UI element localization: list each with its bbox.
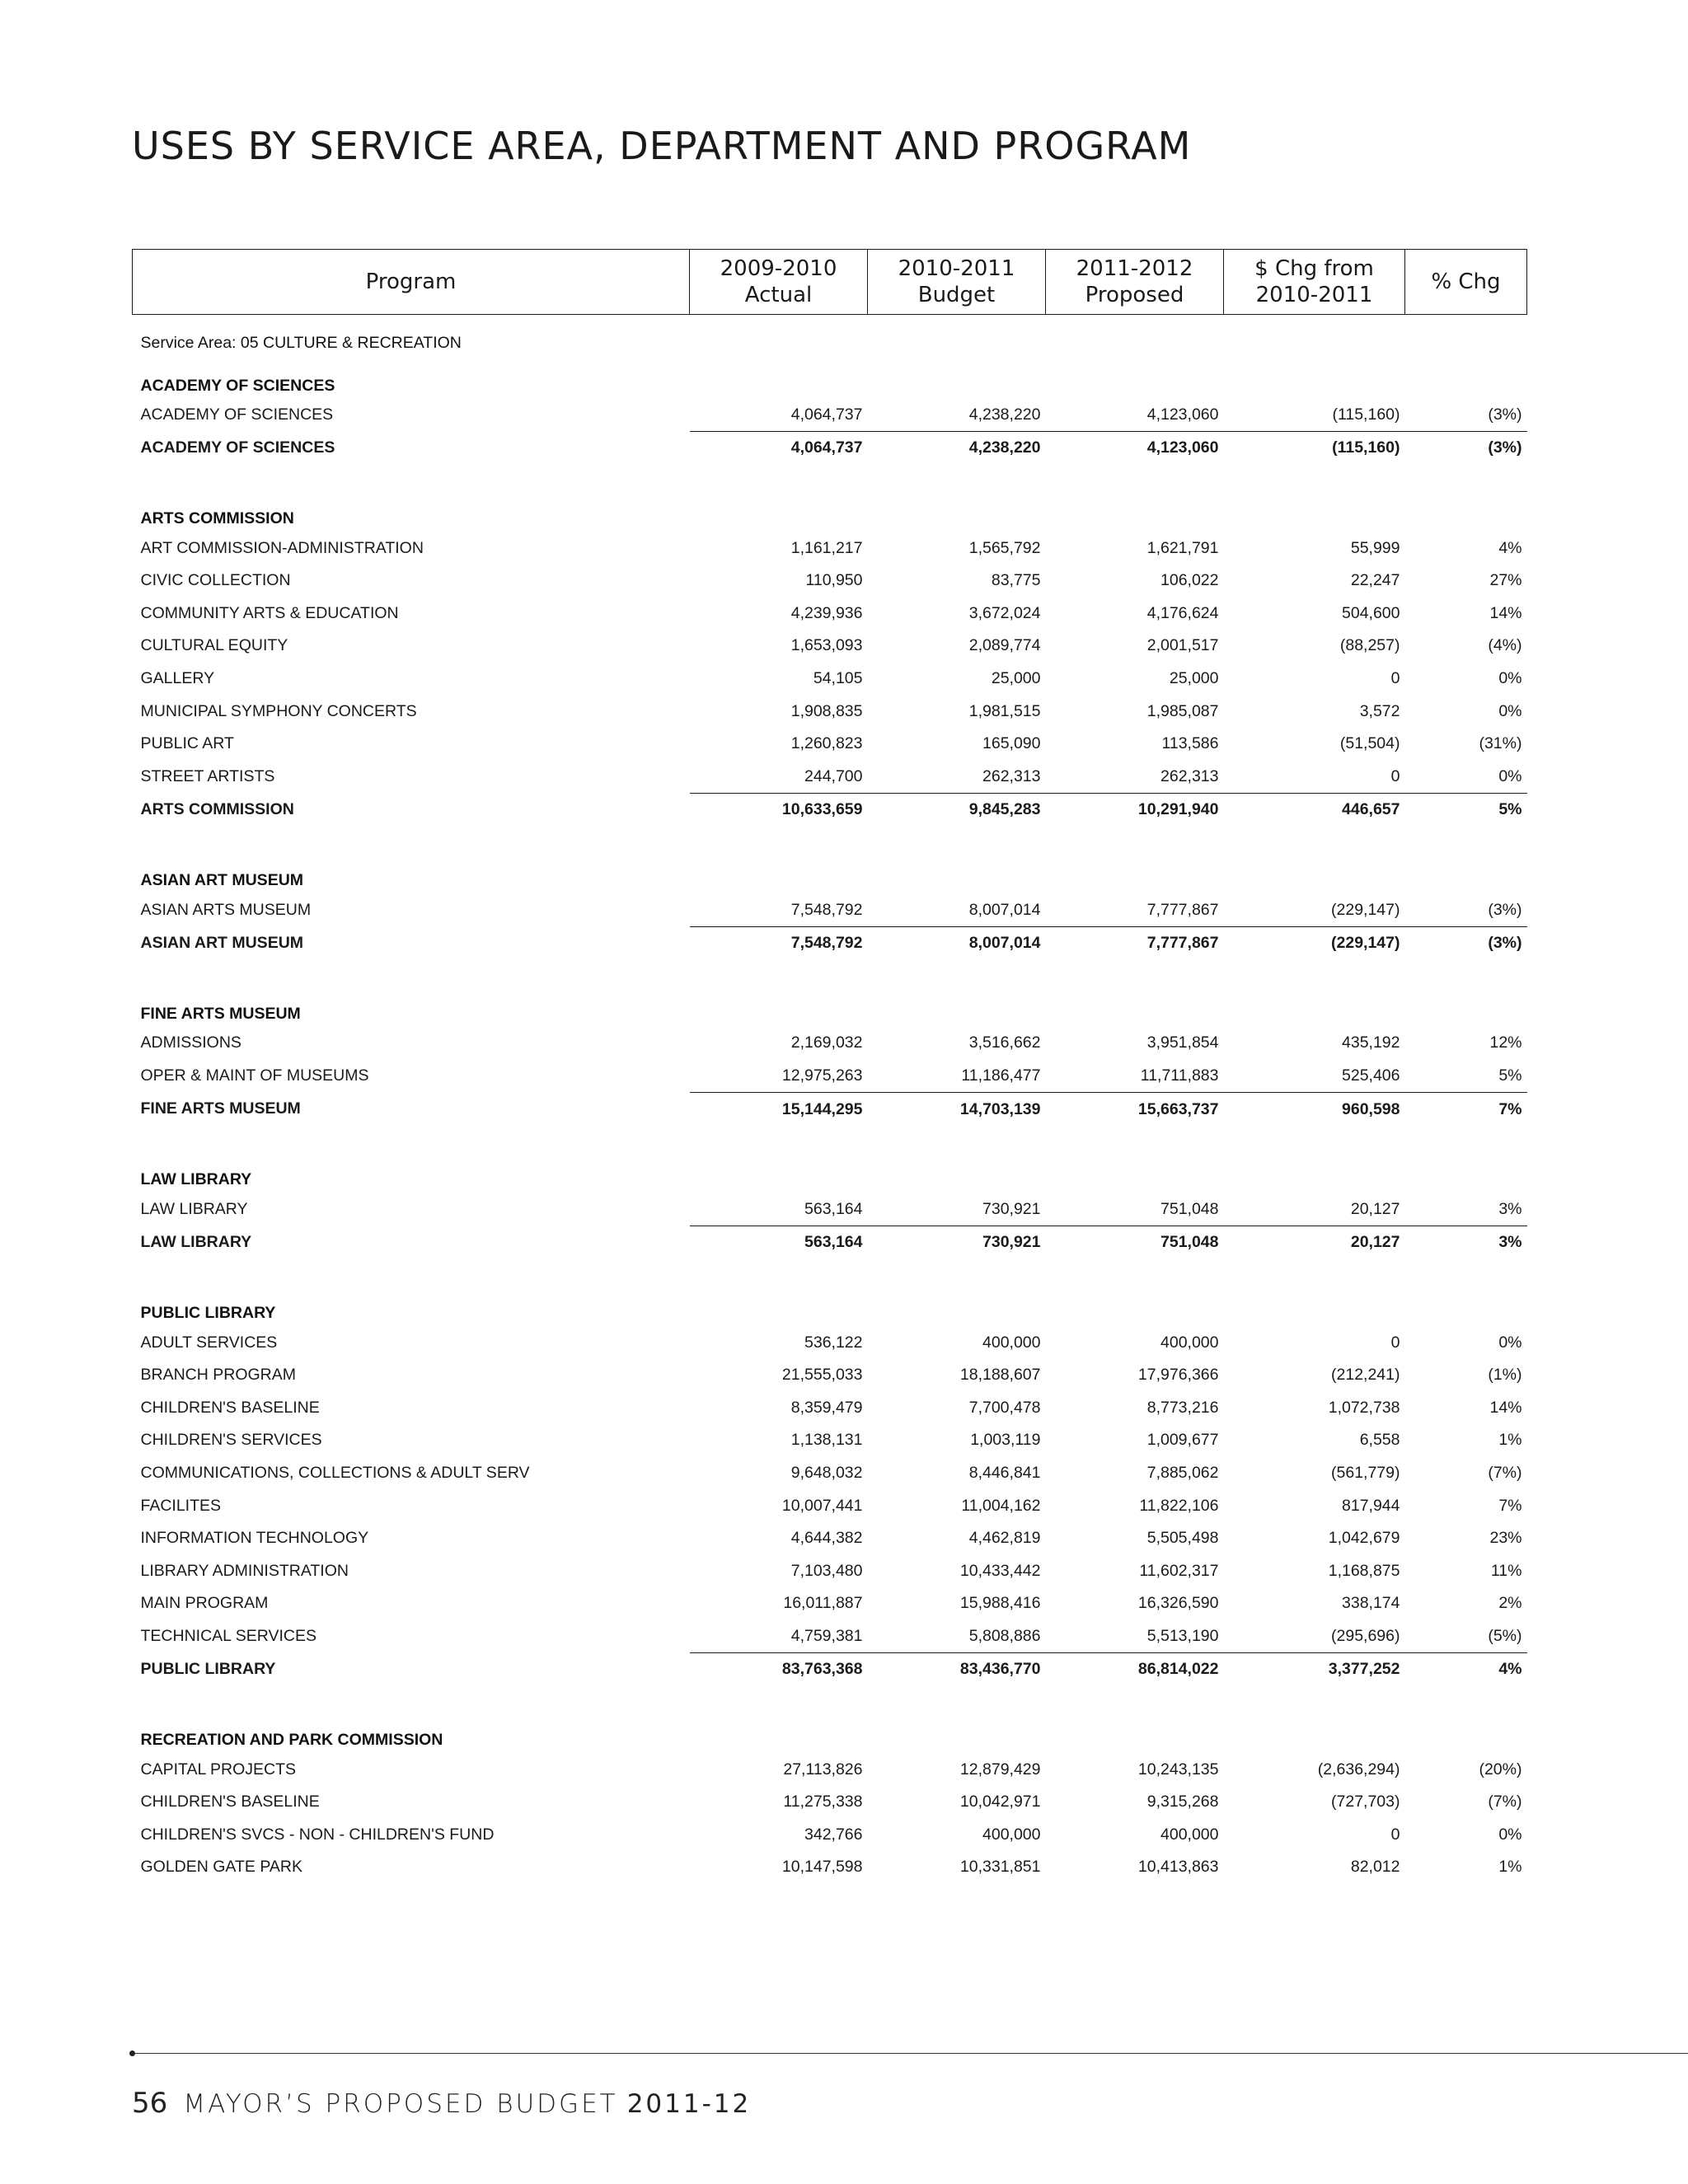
table-row: [133, 1554, 1527, 1587]
table-row: [133, 1819, 1527, 1852]
cell-actual-2009-2010: 536,122: [804, 1333, 863, 1352]
cell-dollar-change: (115,160): [1332, 405, 1400, 424]
cell-budget-2010-2011: 400,000: [982, 1333, 1041, 1352]
cell-proposed-2011-2012: 1,621,791: [1146, 538, 1219, 557]
cell-actual-2009-2010: 1,260,823: [790, 734, 863, 753]
department-name: ARTS COMMISSION: [140, 509, 294, 528]
cell-budget-2010-2011: 7,700,478: [968, 1398, 1041, 1417]
table-row: [133, 1027, 1527, 1060]
subtotal-percent-change: (3%): [1405, 926, 1527, 959]
cell-program: LAW LIBRARY: [140, 1200, 248, 1219]
cell-program: ART COMMISSION-ADMINISTRATION: [140, 538, 424, 557]
table-row: [133, 1457, 1527, 1490]
cell-budget-2010-2011: 8,007,014: [968, 900, 1041, 919]
department-name: ACADEMY OF SCIENCES: [140, 376, 335, 395]
cell-program: ADULT SERVICES: [140, 1333, 278, 1352]
subtotal-proposed-2011-2012: 7,777,867: [1046, 926, 1224, 959]
table-row: [133, 630, 1527, 663]
department-subtotal-row: [133, 1653, 1527, 1686]
footer-title: MAYOR’S PROPOSED BUDGET: [183, 2089, 618, 2119]
cell-budget-2010-2011: 1,981,515: [968, 701, 1041, 720]
section-spacer: [133, 960, 1527, 991]
cell-proposed-2011-2012: 1,009,677: [1146, 1431, 1219, 1450]
cell-actual-2009-2010: 2,169,032: [790, 1033, 863, 1052]
cell-proposed-2011-2012: 3,951,854: [1146, 1033, 1219, 1052]
cell-percent-change: 3%: [1498, 1199, 1522, 1218]
table-row: [133, 1753, 1527, 1786]
cell-actual-2009-2010: 21,555,033: [781, 1366, 863, 1385]
table-row: [133, 1391, 1527, 1424]
cell-percent-change: (31%): [1479, 734, 1522, 753]
cell-percent-change: 23%: [1489, 1529, 1522, 1548]
cell-dollar-change: 0: [1390, 766, 1400, 785]
header-actual: 2009-2010 Actual: [690, 250, 868, 315]
subtotal-actual-2009-2010: 10,633,659: [690, 794, 868, 827]
cell-actual-2009-2010: 12,975,263: [781, 1066, 863, 1085]
subtotal-proposed-2011-2012: 4,123,060: [1046, 432, 1224, 465]
subtotal-program: ARTS COMMISSION: [140, 800, 294, 819]
section-spacer: [133, 1259, 1527, 1291]
header-dollar-change: $ Chg from 2010-2011: [1224, 250, 1405, 315]
cell-percent-change: 11%: [1490, 1561, 1522, 1580]
department-subtotal-row: [133, 794, 1527, 827]
cell-budget-2010-2011: 4,238,220: [968, 405, 1041, 424]
cell-budget-2010-2011: 8,446,841: [968, 1463, 1041, 1482]
table-row: [133, 695, 1527, 728]
cell-actual-2009-2010: 1,908,835: [790, 701, 863, 720]
cell-actual-2009-2010: 9,648,032: [790, 1463, 863, 1482]
cell-percent-change: (1%): [1488, 1366, 1522, 1385]
cell-actual-2009-2010: 4,759,381: [790, 1626, 863, 1645]
subtotal-program: LAW LIBRARY: [140, 1233, 252, 1252]
cell-dollar-change: 817,944: [1342, 1496, 1400, 1515]
cell-proposed-2011-2012: 10,413,863: [1137, 1858, 1219, 1877]
cell-budget-2010-2011: 25,000: [991, 669, 1041, 688]
table-row: [133, 399, 1527, 432]
subtotal-actual-2009-2010: 563,164: [690, 1226, 868, 1259]
cell-actual-2009-2010: 563,164: [804, 1199, 863, 1218]
cell-proposed-2011-2012: 11,602,317: [1139, 1561, 1219, 1580]
table-row: [133, 1326, 1527, 1359]
table-row: [133, 1851, 1527, 1884]
header-percent-change: % Chg: [1405, 250, 1527, 315]
cell-program: CULTURAL EQUITY: [140, 636, 288, 655]
department-subtotal-row: [133, 1226, 1527, 1259]
cell-program: COMMUNITY ARTS & EDUCATION: [140, 603, 399, 622]
subtotal-proposed-2011-2012: 15,663,737: [1046, 1093, 1224, 1126]
header-budget: 2010-2011 Budget: [868, 250, 1046, 315]
cell-percent-change: (4%): [1488, 636, 1522, 655]
cell-program: CHILDREN'S SERVICES: [140, 1431, 322, 1450]
cell-program: OPER & MAINT OF MUSEUMS: [140, 1066, 369, 1085]
cell-proposed-2011-2012: 751,048: [1160, 1199, 1219, 1218]
table-row: [133, 1587, 1527, 1620]
cell-percent-change: 0%: [1498, 701, 1522, 720]
cell-actual-2009-2010: 110,950: [805, 571, 863, 590]
cell-program: ADMISSIONS: [140, 1033, 241, 1052]
cell-budget-2010-2011: 5,808,886: [968, 1626, 1041, 1645]
page-footer: [132, 2087, 751, 2120]
cell-actual-2009-2010: 4,239,936: [790, 603, 863, 622]
cell-proposed-2011-2012: 7,885,062: [1146, 1463, 1219, 1482]
subtotal-dollar-change: 3,377,252: [1224, 1653, 1405, 1686]
cell-budget-2010-2011: 400,000: [982, 1825, 1041, 1844]
table-row: [133, 728, 1527, 761]
subtotal-dollar-change: 20,127: [1224, 1226, 1405, 1259]
table-row: [133, 1786, 1527, 1819]
cell-proposed-2011-2012: 2,001,517: [1146, 636, 1219, 655]
cell-percent-change: 0%: [1498, 766, 1522, 785]
subtotal-budget-2010-2011: 4,238,220: [868, 432, 1046, 465]
cell-budget-2010-2011: 3,672,024: [968, 603, 1041, 622]
subtotal-proposed-2011-2012: 86,814,022: [1046, 1653, 1224, 1686]
spacer-cell: [133, 1686, 1527, 1718]
cell-percent-change: 2%: [1498, 1594, 1522, 1613]
cell-proposed-2011-2012: 4,123,060: [1146, 405, 1219, 424]
cell-dollar-change: 338,174: [1342, 1594, 1400, 1613]
footer-year: 2011-12: [626, 2089, 752, 2119]
cell-percent-change: 5%: [1498, 1066, 1522, 1085]
cell-dollar-change: 1,042,679: [1328, 1529, 1400, 1548]
section-spacer: [133, 1126, 1527, 1157]
cell-proposed-2011-2012: 16,326,590: [1137, 1594, 1219, 1613]
cell-actual-2009-2010: 54,105: [813, 669, 863, 688]
header-proposed: 2011-2012 Proposed: [1046, 250, 1224, 315]
cell-dollar-change: 1,168,875: [1328, 1561, 1400, 1580]
cell-percent-change: 1%: [1498, 1858, 1522, 1877]
cell-dollar-change: 6,558: [1359, 1431, 1400, 1450]
budget-table: [132, 249, 1527, 1884]
cell-budget-2010-2011: 11,004,162: [961, 1496, 1041, 1515]
cell-dollar-change: 20,127: [1350, 1199, 1400, 1218]
subtotal-program: ASIAN ART MUSEUM: [140, 933, 304, 952]
subtotal-dollar-change: 960,598: [1224, 1093, 1405, 1126]
department-name: ASIAN ART MUSEUM: [140, 871, 304, 890]
department-name: LAW LIBRARY: [140, 1170, 252, 1189]
cell-program: CHILDREN'S BASELINE: [140, 1793, 320, 1811]
cell-percent-change: (5%): [1488, 1626, 1522, 1645]
department-subtotal-row: [133, 926, 1527, 959]
cell-percent-change: 1%: [1498, 1431, 1522, 1450]
department-heading: [133, 363, 1527, 399]
cell-dollar-change: 82,012: [1350, 1858, 1400, 1877]
table-row: [133, 1620, 1527, 1653]
department-name: RECREATION AND PARK COMMISSION: [140, 1731, 443, 1750]
department-heading: [133, 496, 1527, 532]
cell-program: CAPITAL PROJECTS: [140, 1760, 297, 1779]
department-name: PUBLIC LIBRARY: [140, 1304, 276, 1323]
cell-program: GOLDEN GATE PARK: [140, 1858, 302, 1877]
cell-actual-2009-2010: 1,161,217: [790, 538, 863, 557]
cell-proposed-2011-2012: 9,315,268: [1146, 1793, 1219, 1811]
cell-dollar-change: 0: [1390, 1825, 1400, 1844]
cell-proposed-2011-2012: 25,000: [1169, 669, 1219, 688]
department-heading: [133, 991, 1527, 1028]
subtotal-actual-2009-2010: 15,144,295: [690, 1093, 868, 1126]
cell-percent-change: 4%: [1498, 538, 1522, 557]
spacer-cell: [133, 1259, 1527, 1291]
cell-percent-change: 0%: [1498, 1333, 1522, 1352]
spacer-cell: [133, 1126, 1527, 1157]
cell-dollar-change: 22,247: [1350, 571, 1400, 590]
cell-proposed-2011-2012: 7,777,867: [1146, 900, 1219, 919]
table-row: [133, 598, 1527, 630]
cell-proposed-2011-2012: 4,176,624: [1146, 603, 1219, 622]
department-heading: [133, 1718, 1527, 1754]
cell-dollar-change: (51,504): [1339, 734, 1400, 753]
cell-program: LIBRARY ADMINISTRATION: [140, 1561, 349, 1580]
cell-budget-2010-2011: 12,879,429: [959, 1760, 1041, 1779]
section-spacer: [133, 1686, 1527, 1718]
cell-dollar-change: (727,703): [1331, 1793, 1400, 1811]
cell-program: ACADEMY OF SCIENCES: [140, 405, 334, 424]
cell-percent-change: (3%): [1488, 405, 1522, 424]
cell-budget-2010-2011: 10,042,971: [959, 1793, 1041, 1811]
department-heading: [133, 1291, 1527, 1327]
subtotal-proposed-2011-2012: 10,291,940: [1046, 794, 1224, 827]
cell-program: BRANCH PROGRAM: [140, 1366, 297, 1385]
cell-dollar-change: 3,572: [1359, 701, 1400, 720]
table-row: [133, 1193, 1527, 1226]
subtotal-budget-2010-2011: 14,703,139: [868, 1093, 1046, 1126]
cell-proposed-2011-2012: 11,822,106: [1139, 1496, 1219, 1515]
cell-budget-2010-2011: 3,516,662: [968, 1033, 1041, 1052]
cell-actual-2009-2010: 16,011,887: [783, 1594, 863, 1613]
cell-budget-2010-2011: 11,186,477: [961, 1066, 1041, 1085]
cell-actual-2009-2010: 7,548,792: [790, 900, 863, 919]
cell-actual-2009-2010: 4,644,382: [790, 1529, 863, 1548]
cell-budget-2010-2011: 18,188,607: [959, 1366, 1041, 1385]
cell-dollar-change: (561,779): [1331, 1463, 1400, 1482]
cell-program: STREET ARTISTS: [140, 767, 275, 786]
spacer-cell: [133, 827, 1527, 858]
page-title: USES BY SERVICE AREA, DEPARTMENT AND PROGRAM: [132, 124, 1192, 168]
spacer-cell: [133, 465, 1527, 496]
table-row: [133, 893, 1527, 926]
department-heading: [133, 858, 1527, 894]
subtotal-budget-2010-2011: 730,921: [868, 1226, 1046, 1259]
subtotal-percent-change: (3%): [1405, 432, 1527, 465]
subtotal-percent-change: 3%: [1405, 1226, 1527, 1259]
subtotal-program: FINE ARTS MUSEUM: [140, 1099, 301, 1118]
cell-percent-change: (20%): [1479, 1760, 1522, 1779]
footer-rule: [132, 2053, 1688, 2054]
cell-proposed-2011-2012: 8,773,216: [1146, 1398, 1219, 1417]
cell-dollar-change: 525,406: [1342, 1066, 1400, 1085]
cell-percent-change: 0%: [1498, 669, 1522, 688]
table-row: [133, 1522, 1527, 1555]
cell-budget-2010-2011: 165,090: [982, 734, 1041, 753]
cell-dollar-change: (295,696): [1331, 1626, 1400, 1645]
cell-program: FACILITES: [140, 1496, 222, 1515]
cell-actual-2009-2010: 7,103,480: [790, 1561, 863, 1580]
cell-budget-2010-2011: 730,921: [982, 1199, 1041, 1218]
cell-budget-2010-2011: 4,462,819: [968, 1529, 1041, 1548]
cell-program: GALLERY: [140, 669, 215, 688]
cell-percent-change: 7%: [1498, 1496, 1522, 1515]
cell-dollar-change: (2,636,294): [1317, 1760, 1400, 1779]
cell-actual-2009-2010: 342,766: [804, 1825, 863, 1844]
subtotal-budget-2010-2011: 83,436,770: [868, 1653, 1046, 1686]
table-row: [133, 532, 1527, 565]
cell-budget-2010-2011: 10,331,851: [959, 1858, 1041, 1877]
subtotal-dollar-change: 446,657: [1224, 794, 1405, 827]
cell-proposed-2011-2012: 1,985,087: [1146, 701, 1219, 720]
cell-budget-2010-2011: 1,565,792: [968, 538, 1041, 557]
cell-proposed-2011-2012: 400,000: [1160, 1333, 1219, 1352]
cell-dollar-change: 55,999: [1350, 538, 1400, 557]
cell-dollar-change: 0: [1390, 1333, 1400, 1352]
cell-proposed-2011-2012: 11,711,883: [1140, 1066, 1219, 1085]
cell-dollar-change: 504,600: [1342, 603, 1400, 622]
subtotal-budget-2010-2011: 9,845,283: [868, 794, 1046, 827]
cell-actual-2009-2010: 8,359,479: [790, 1398, 863, 1417]
table-header: [133, 250, 1527, 315]
cell-proposed-2011-2012: 113,586: [1161, 734, 1219, 753]
cell-actual-2009-2010: 10,147,598: [781, 1858, 863, 1877]
subtotal-program: ACADEMY OF SCIENCES: [140, 438, 335, 457]
cell-budget-2010-2011: 1,003,119: [970, 1431, 1041, 1450]
cell-proposed-2011-2012: 5,505,498: [1146, 1529, 1219, 1548]
cell-dollar-change: 435,192: [1342, 1033, 1400, 1052]
cell-dollar-change: 1,072,738: [1328, 1398, 1400, 1417]
subtotal-program: PUBLIC LIBRARY: [140, 1660, 276, 1679]
cell-percent-change: 12%: [1489, 1033, 1522, 1052]
department-heading: [133, 1157, 1527, 1193]
cell-budget-2010-2011: 15,988,416: [959, 1594, 1041, 1613]
cell-budget-2010-2011: 262,313: [982, 766, 1041, 785]
subtotal-percent-change: 4%: [1405, 1653, 1527, 1686]
cell-budget-2010-2011: 10,433,442: [959, 1561, 1041, 1580]
cell-proposed-2011-2012: 10,243,135: [1137, 1760, 1219, 1779]
cell-proposed-2011-2012: 400,000: [1160, 1825, 1219, 1844]
cell-program: COMMUNICATIONS, COLLECTIONS & ADULT SERV: [140, 1463, 530, 1482]
subtotal-budget-2010-2011: 8,007,014: [868, 926, 1046, 959]
table-row: [133, 1359, 1527, 1392]
table-row: [133, 1424, 1527, 1457]
department-name: FINE ARTS MUSEUM: [140, 1005, 301, 1024]
cell-actual-2009-2010: 10,007,441: [781, 1496, 863, 1515]
cell-actual-2009-2010: 27,113,826: [783, 1760, 863, 1779]
table-row: [133, 1060, 1527, 1093]
subtotal-dollar-change: (115,160): [1224, 432, 1405, 465]
cell-percent-change: (7%): [1488, 1793, 1522, 1811]
footer-rule-dot: [129, 2050, 135, 2056]
cell-proposed-2011-2012: 262,313: [1160, 766, 1219, 785]
cell-actual-2009-2010: 244,700: [804, 766, 863, 785]
subtotal-actual-2009-2010: 83,763,368: [690, 1653, 868, 1686]
cell-program: TECHNICAL SERVICES: [140, 1627, 316, 1646]
cell-program: PUBLIC ART: [140, 734, 234, 753]
cell-dollar-change: (229,147): [1331, 900, 1400, 919]
subtotal-percent-change: 7%: [1405, 1093, 1527, 1126]
service-area-label: Service Area: 05 CULTURE & RECREATION: [140, 333, 462, 352]
cell-budget-2010-2011: 2,089,774: [968, 636, 1041, 655]
subtotal-proposed-2011-2012: 751,048: [1046, 1226, 1224, 1259]
cell-dollar-change: 0: [1390, 669, 1400, 688]
department-subtotal-row: [133, 1093, 1527, 1126]
table-body: [133, 315, 1527, 1884]
cell-program: CHILDREN'S BASELINE: [140, 1398, 320, 1417]
cell-dollar-change: (88,257): [1339, 636, 1400, 655]
spacer-cell: [133, 960, 1527, 991]
service-area-row: [133, 315, 1527, 363]
cell-program: INFORMATION TECHNOLOGY: [140, 1529, 369, 1548]
header-program: Program: [133, 250, 690, 315]
cell-percent-change: 27%: [1489, 571, 1522, 590]
cell-program: ASIAN ARTS MUSEUM: [140, 900, 312, 919]
subtotal-percent-change: 5%: [1405, 794, 1527, 827]
department-subtotal-row: [133, 432, 1527, 465]
cell-percent-change: 14%: [1489, 603, 1522, 622]
cell-program: MUNICIPAL SYMPHONY CONCERTS: [140, 701, 417, 720]
cell-actual-2009-2010: 4,064,737: [790, 405, 863, 424]
subtotal-actual-2009-2010: 4,064,737: [690, 432, 868, 465]
cell-percent-change: 0%: [1498, 1825, 1522, 1844]
cell-proposed-2011-2012: 106,022: [1160, 571, 1219, 590]
subtotal-dollar-change: (229,147): [1224, 926, 1405, 959]
cell-proposed-2011-2012: 5,513,190: [1146, 1626, 1219, 1645]
subtotal-actual-2009-2010: 7,548,792: [690, 926, 868, 959]
table-row: [133, 761, 1527, 794]
cell-percent-change: 14%: [1489, 1398, 1522, 1417]
cell-program: MAIN PROGRAM: [140, 1594, 269, 1613]
cell-actual-2009-2010: 1,653,093: [790, 636, 863, 655]
cell-actual-2009-2010: 11,275,338: [783, 1793, 863, 1811]
cell-budget-2010-2011: 83,775: [991, 571, 1041, 590]
section-spacer: [133, 827, 1527, 858]
table-row: [133, 565, 1527, 598]
section-spacer: [133, 465, 1527, 496]
page-number: 56: [132, 2087, 168, 2120]
cell-percent-change: (7%): [1488, 1463, 1522, 1482]
cell-percent-change: (3%): [1488, 900, 1522, 919]
cell-proposed-2011-2012: 17,976,366: [1137, 1366, 1219, 1385]
cell-actual-2009-2010: 1,138,131: [790, 1431, 863, 1450]
cell-dollar-change: (212,241): [1331, 1366, 1400, 1385]
cell-program: CIVIC COLLECTION: [140, 571, 291, 590]
table-row: [133, 1489, 1527, 1522]
cell-program: CHILDREN'S SVCS - NON - CHILDREN'S FUND: [140, 1825, 495, 1844]
table-row: [133, 663, 1527, 696]
